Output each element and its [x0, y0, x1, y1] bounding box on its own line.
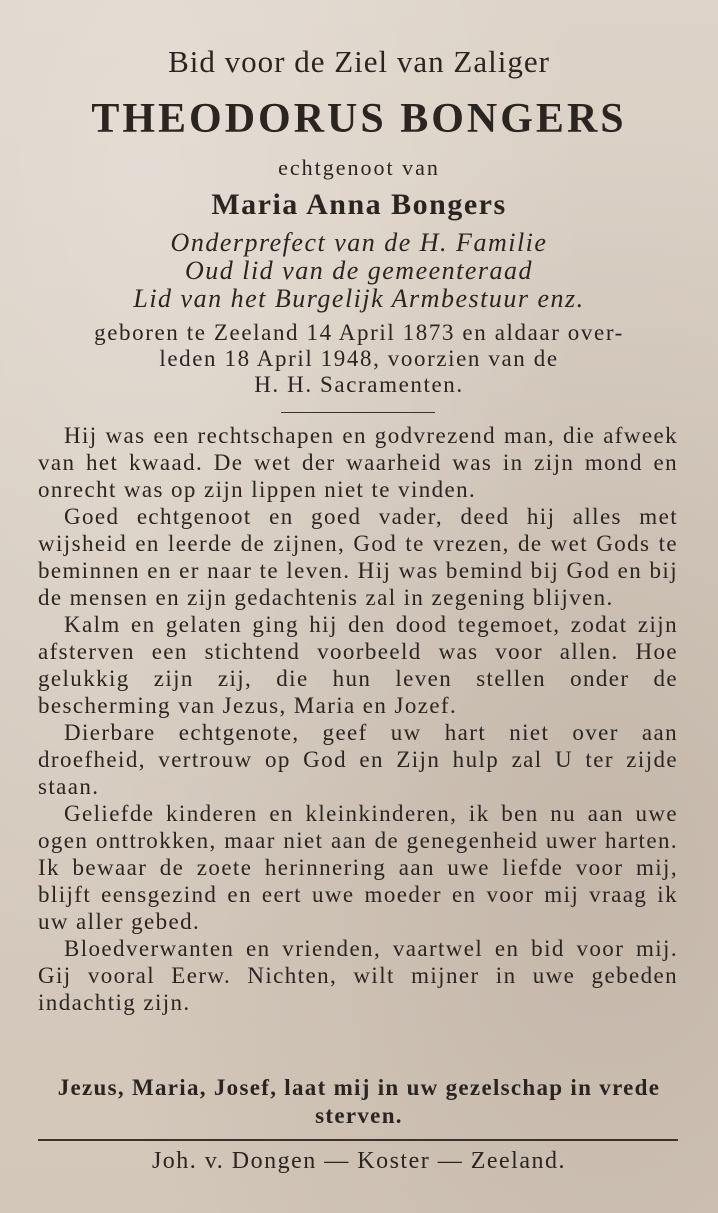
birth-line-3: H. H. Sacramenten.	[254, 372, 464, 397]
spouse-name: Maria Anna Bongers	[211, 188, 507, 221]
title-line-2: Oud lid van de gemeenteraad	[184, 256, 534, 285]
deceased-name: THEODORUS BONGERS	[91, 96, 627, 142]
closing-prayer: Jezus, Maria, Josef, laat mij in uw gezelschap in vrede sterven.	[57, 1075, 661, 1128]
divider	[281, 412, 435, 413]
paragraph: Hij was een rechtschapen en godvrezend man, die afweek van het kwaad. De wet der waarheid was in zijn mond en onrecht was op zijn lippen niet te vinden.	[38, 423, 678, 502]
paragraph: Goed echtgenoot en goed vader, deed hij alles met wijsheid en leerde de zijnen, God te vrezen, de wet Gods te beminnen en er naar te leven. Hij was bemind bij God en bij de mensen en zijn gedachtenis zal in zegening blijven.	[38, 504, 678, 610]
printer-line: Joh. v. Dongen — Koster — Zeeland.	[151, 1148, 567, 1174]
paragraph: Kalm en gelaten ging hij den dood tegemoet, zodat zijn afsterven een stichtend voorbeeld was voor allen. Hoe gelukkig zijn zij, die hun leven stellen onder de bescherming van Jezus, Maria en Jozef.	[38, 612, 678, 718]
birth-line-2: leden 18 April 1948, voorzien van de	[159, 346, 559, 371]
birth-line-1: geboren te Zeeland 14 April 1873 en aldaar over-	[94, 320, 624, 345]
paragraph: Geliefde kinderen en kleinkinderen, ik ben nu aan uwe ogen onttrokken, maar niet aan de genegenheid uwer harten. Ik bewaar de zoete herinnering aan uwe liefde voor mij, blijft eensgezind en eert uwe moeder en voor mij vraag ik uw aller gebed.	[38, 801, 678, 934]
body-text	[38, 422, 678, 1016]
paragraph: Dierbare echtgenote, geef uw hart niet over aan droefheid, vertrouw op God en Zijn hulp zal U ter zijde staan.	[38, 720, 678, 799]
title-line-3: Lid van het Burgelijk Armbestuur enz.	[133, 284, 585, 313]
prayer-line: Bid voor de Ziel van Zaliger	[168, 44, 550, 79]
paragraph: Bloedverwanten en vrienden, vaartwel en bid voor mij. Gij vooral Eerw. Nichten, wilt mijner in uwe gebeden indachtig zijn.	[38, 936, 678, 1015]
birth-death-info	[36, 320, 682, 398]
title-line-1: Onderprefect van de H. Familie	[170, 228, 548, 257]
spouse-of-label: echtgenoot van	[278, 155, 440, 180]
bottom-divider	[38, 1139, 678, 1141]
